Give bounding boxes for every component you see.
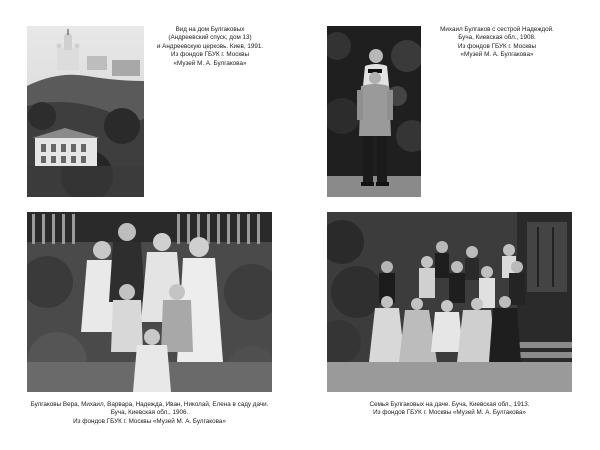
caption-line: Буча, Киевская обл., 1908. [458,34,536,42]
photo-mikhail-and-nadezhda [327,26,421,197]
caption-line: Булгаковы Вера, Михаил, Варвара, Надежда, Иван, Николай, Елена в саду дачи. [30,401,269,408]
photo-bulgakov-family-dacha [327,212,572,392]
caption-photo-children-garden [27,401,272,426]
caption-photo-house [150,26,270,68]
caption-line: Из фондов ГБУК г. Москвы [170,51,250,59]
caption-photo-mikhail-nadezhda [432,26,562,60]
caption-line: Из фондов ГБУК г. Москвы «Музей М. А. Булгакова» [373,409,526,417]
caption-photo-family-dacha [327,401,572,418]
caption-line: Буча, Киевская обл., 1906. [110,409,189,417]
caption-line: «Музей М. А. Булгакова» [460,51,534,59]
caption-line: Из фондов ГБУК г. Москвы «Музей М. А. Булгакова» [73,417,226,425]
caption-line: Из фондов ГБУК г. Москвы [457,42,537,50]
caption-line: Семья Булгаковых на даче. Буча, Киевская обл., 1913. [369,401,530,408]
caption-line: (Андреевский спуск, дом 13) [168,34,252,42]
caption-line: Вид на дом Булгаковых [175,26,245,33]
photo-house-and-church [27,26,144,197]
photo-bulgakov-children-garden [27,212,272,392]
caption-line: Михаил Булгаков с сестрой Надеждой. [440,26,554,33]
caption-line: и Андреевскую церковь. Киев, 1991. [156,42,264,50]
caption-line: «Музей М. А. Булгакова» [173,59,247,67]
